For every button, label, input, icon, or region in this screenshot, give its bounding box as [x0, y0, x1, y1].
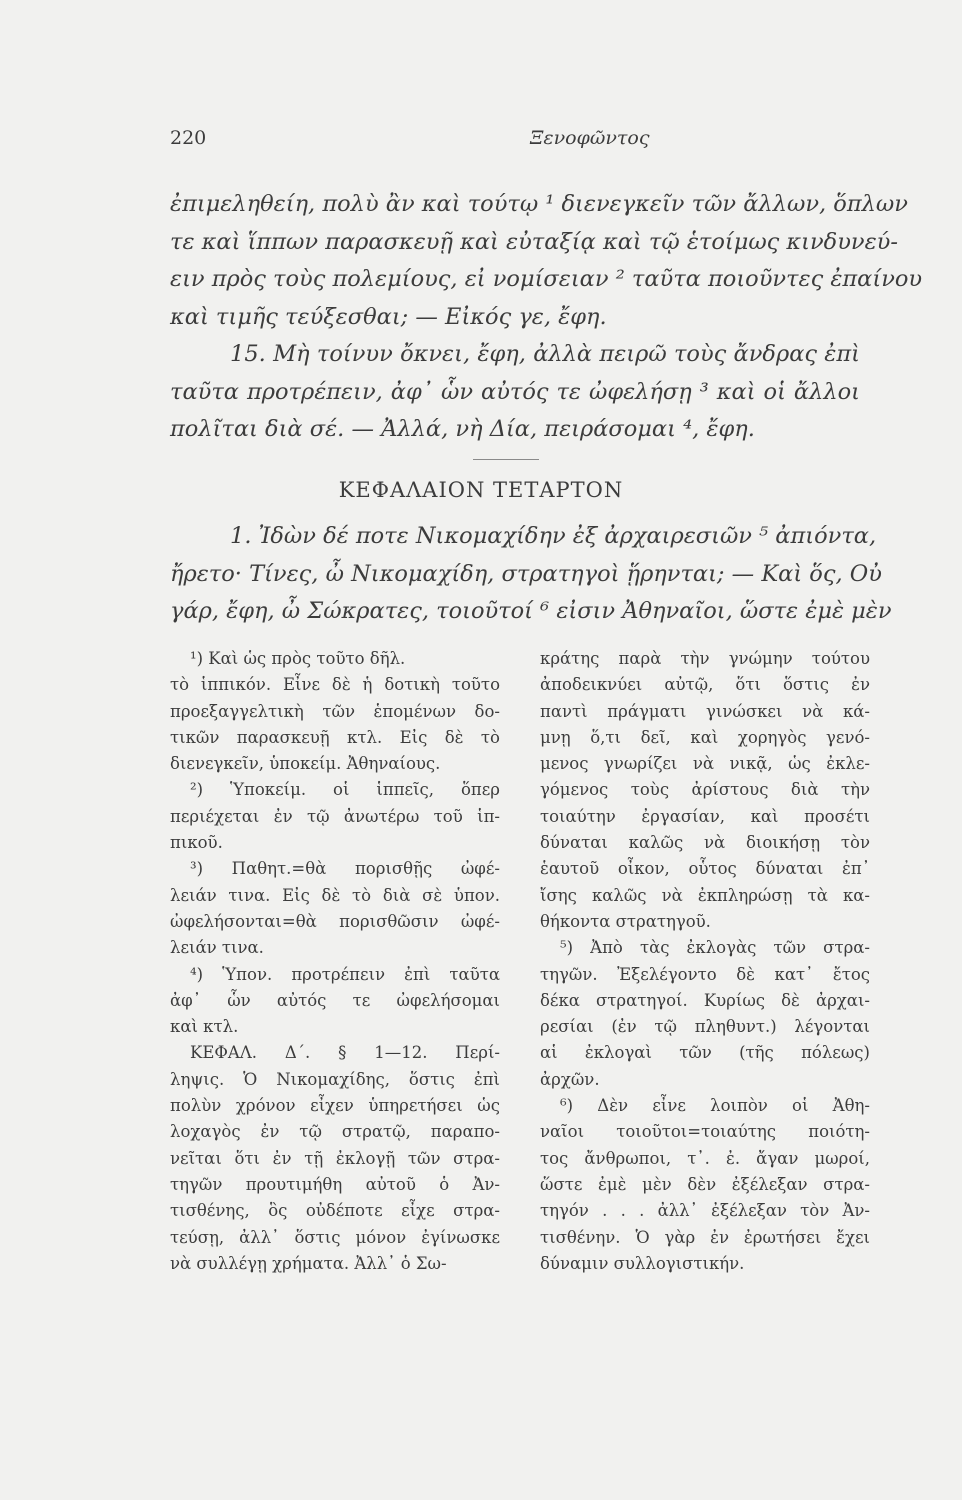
- footnote-line: ΚΕΦΑΛ. Δ΄. § 1—12. Περί-: [190, 1043, 500, 1063]
- text-line: τε καὶ ἵππων παρασκευῇ καὶ εὐταξίᾳ καὶ τῷ ἑτοίμως κινδυνεύ-: [170, 228, 898, 255]
- footnote-line: τισθένην. Ὁ γὰρ ἐν ἐρωτήσει ἔχει: [540, 1227, 870, 1247]
- footnote-line: δύναμιν συλλογιστικήν.: [540, 1253, 745, 1273]
- footnote-line: τοιαύτην ἐργασίαν, καὶ προσέτι: [540, 806, 870, 826]
- footnote-line: ⁵) Ἀπὸ τὰς ἐκλογὰς τῶν στρα-: [560, 938, 870, 958]
- footnote-line: περιέχεται ἐν τῷ ἀνωτέρω τοῦ ἱπ-: [170, 806, 500, 826]
- page-number: 220: [170, 127, 207, 149]
- footnote-line: ἀφ᾽ ὧν αὐτός τε ὠφελήσομαι: [170, 990, 500, 1010]
- chapter-text-block: [170, 518, 892, 631]
- footnote-line: παντὶ πράγματι γινώσκει νὰ κά-: [540, 701, 870, 721]
- footnote-line: ⁴) Ὑπον. προτρέπειν ἐπὶ ταῦτα: [190, 964, 500, 984]
- footnote-line: ἀποδεικνύει αὐτῷ, ὅτι ὅστις ἐν: [540, 675, 870, 695]
- footnote-line: τεύσῃ, ἀλλ᾽ ὅστις μόνον ἐγίνωσκε: [170, 1227, 500, 1247]
- footnotes-left-column: [170, 646, 500, 1277]
- footnote-line: διενεγκεῖν, ὑποκείμ. Ἀθηναίους.: [170, 754, 441, 774]
- footnote-line: μενος γνωρίζει νὰ νικᾷ, ὡς ἐκλε-: [540, 754, 870, 774]
- text-line: 15. Μὴ τοίνυν ὄκνει, ἔφη, ἀλλὰ πειρῶ τοὺς ἄνδρας ἐπὶ: [230, 341, 860, 367]
- footnote-line: τισθένης, ὃς οὐδέποτε εἶχε στρα-: [170, 1201, 500, 1221]
- footnote-line: ³) Παθητ.=θὰ πορισθῇς ὠφέ-: [190, 859, 500, 879]
- section-divider: [473, 459, 539, 460]
- footnote-line: λειάν τινα.: [170, 938, 264, 958]
- footnote-line: δέκα στρατηγοί. Κυρίως δὲ ἀρχαι-: [540, 990, 870, 1010]
- footnote-line: τηγῶν. Ἐξελέγοντο δὲ κατ᾽ ἔτος: [540, 964, 870, 984]
- footnote-line: τος ἄνθρωποι, τ᾽. ἐ. ἄγαν μωροί,: [540, 1148, 870, 1168]
- footnote-line: ρεσίαι (ἐν τῷ πληθυντ.) λέγονται: [540, 1017, 870, 1037]
- text-line: γάρ, ἔφη, ὦ Σώκρατες, τοιοῦτοί ⁶ εἰσιν Ἀθηναῖοι, ὥστε ἐμὲ μὲν: [170, 598, 892, 624]
- footnote-line: προεξαγγελτικὴ τῶν ἑπομένων δο-: [170, 701, 500, 721]
- footnote-line: ἴσης καλῶς νὰ ἐκπληρώσῃ τὰ κα-: [540, 885, 870, 905]
- text-line: ειν πρὸς τοὺς πολεμίους, εἰ νομίσειαν ² ταῦτα ποιοῦντες ἐπαίνου: [170, 266, 923, 292]
- footnote-line: ⁶) Δὲν εἶνε λοιπὸν οἱ Ἀθη-: [560, 1096, 870, 1116]
- footnote-line: ἑαυτοῦ οἶκον, οὗτος δύναται ἐπ᾽: [540, 859, 870, 879]
- footnote-line: τὸ ἱππικόν. Εἶνε δὲ ἡ δοτικὴ τοῦτο: [170, 675, 500, 695]
- footnote-line: τικῶν παρασκευῇ κτλ. Εἰς δὲ τὸ: [170, 727, 500, 747]
- footnote-line: ναῖοι τοιοῦτοι=τοιαύτης ποιότη-: [540, 1122, 870, 1142]
- text-line: ταῦτα προτρέπειν, ἀφ᾽ ὧν αὐτός τε ὠφελήσῃ ³ καὶ οἱ ἄλλοι: [170, 378, 860, 405]
- footnote-line: θήκοντα στρατηγοῦ.: [540, 911, 711, 931]
- footnote-line: λοχαγὸς ἐν τῷ στρατῷ, παραπο-: [170, 1122, 500, 1142]
- footnote-line: μνῃ ὅ,τι δεῖ, καὶ χορηγὸς γενό-: [540, 727, 870, 747]
- footnote-line: ὠφελήσονται=θὰ πορισθῶσιν ὠφέ-: [170, 911, 500, 931]
- footnote-line: ὥστε ἐμὲ μὲν δὲν ἐξέλεξαν στρα-: [540, 1174, 870, 1194]
- running-title: Ξενοφῶντος: [530, 127, 650, 149]
- footnote-line: αἱ ἐκλογαὶ τῶν (τῆς πόλεως): [540, 1043, 870, 1063]
- footnote-line: πολὺν χρόνον εἶχεν ὑπηρετήσει ὡς: [170, 1096, 500, 1116]
- footnote-line: γόμενος τοὺς ἀρίστους διὰ τὴν: [540, 780, 870, 800]
- footnote-line: δύναται καλῶς νὰ διοικήσῃ τὸν: [540, 833, 870, 853]
- text-line: πολῖται διὰ σέ. — Ἀλλά, νὴ Δία, πειράσομαι ⁴, ἔφη.: [170, 416, 755, 442]
- chapter-heading: ΚΕΦΑΛΑΙΟΝ ΤΕΤΑΡΤΟΝ: [338, 478, 624, 502]
- main-text-block: [170, 186, 923, 449]
- footnote-line: τηγῶν προυτιμήθη αὐτοῦ ὁ Ἀν-: [170, 1174, 500, 1194]
- footnote-line: καὶ κτλ.: [170, 1017, 239, 1037]
- footnote-line: ληψις. Ὁ Νικομαχίδης, ὅστις ἐπὶ: [170, 1069, 500, 1089]
- text-line: ἤρετο· Τίνες, ὦ Νικομαχίδη, στρατηγοὶ ᾕρηνται; — Καὶ ὅς, Οὐ: [170, 560, 882, 587]
- footnote-line: κράτης παρὰ τὴν γνώμην τούτου: [540, 649, 870, 668]
- footnote-line: ἀρχῶν.: [540, 1069, 600, 1089]
- footnotes-right-column: [540, 646, 870, 1277]
- footnote-line: ¹) Καὶ ὡς πρὸς τοῦτο δῆλ.: [190, 649, 406, 668]
- footnote-line: τηγόν . . . ἀλλ᾽ ἐξέλεξαν τὸν Ἀν-: [540, 1201, 870, 1221]
- text-line: 1. Ἰδὼν δέ ποτε Νικομαχίδην ἐξ ἀρχαιρεσιῶν ⁵ ἀπιόντα,: [230, 523, 877, 549]
- footnote-line: νεῖται ὅτι ἐν τῇ ἐκλογῇ τῶν στρα-: [170, 1148, 500, 1168]
- footnote-line: πικοῦ.: [170, 833, 223, 853]
- text-line: ἐπιμεληθείη, πολὺ ἂν καὶ τούτῳ ¹ διενεγκεῖν τῶν ἄλλων, ὅπλων: [170, 191, 908, 217]
- footnote-line: ²) Ὑποκείμ. οἱ ἱππεῖς, ὅπερ: [190, 780, 500, 800]
- text-line: καὶ τιμῆς τεύξεσθαι; — Εἰκός γε, ἔφη.: [170, 303, 607, 330]
- footnote-line: νὰ συλλέγῃ χρήματα. Ἀλλ᾽ ὁ Σω-: [170, 1253, 447, 1273]
- footnote-line: λειάν τινα. Εἰς δὲ τὸ διὰ σὲ ὑπον.: [170, 885, 500, 905]
